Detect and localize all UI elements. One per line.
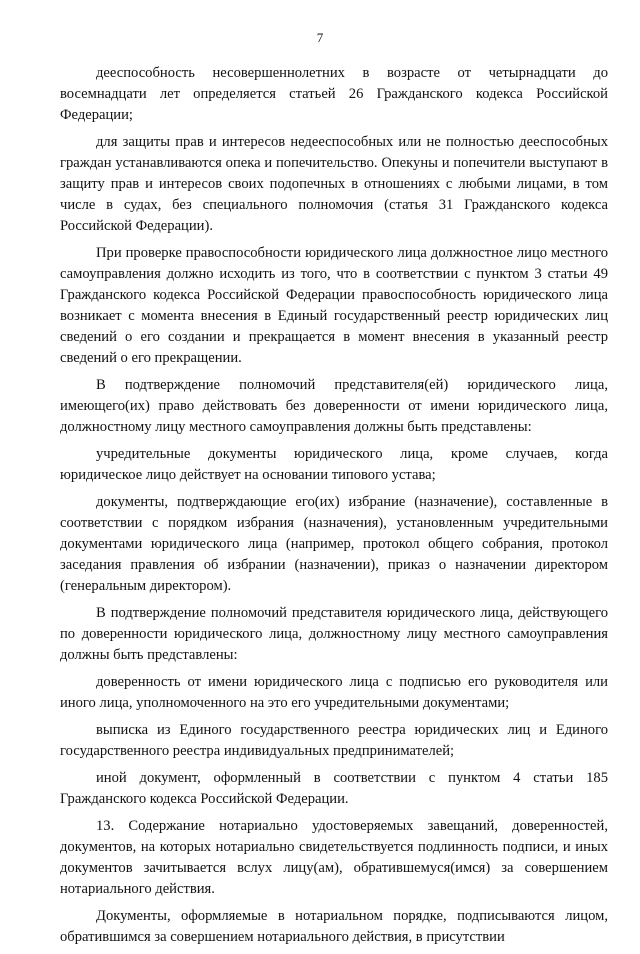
paragraph: выписка из Единого государственного реестра юридических лиц и Единого государственного реестра индивидуальных предпринимателей; bbox=[60, 722, 608, 759]
paragraph: доверенность от имени юридического лица с подписью его руководителя или иного лица, уполномоченного на это его учредительными документами; bbox=[60, 674, 608, 711]
paragraph: учредительные документы юридического лица, кроме случаев, когда юридическое лицо действует на основании типового устава; bbox=[60, 446, 608, 483]
page-number: 7 bbox=[316, 30, 324, 45]
paragraph: Документы, оформляемые в нотариальном порядке, подписываются лицом, обратившимся за совершением нотариального действия, в присутствии bbox=[60, 908, 608, 945]
paragraph: дееспособность несовершеннолетних в возрасте от четырнадцати до восемнадцати лет определяется статьей 26 Гражданского кодекса Российской Федерации; bbox=[60, 65, 608, 123]
paragraph: 13. Содержание нотариально удостоверяемых завещаний, доверенностей, документов, на которых нотариально свидетельствуется подлинность подписи, и иных документов зачитывается вслух лицу(ам), обратившемуся(имся) за совершением нотариального действия. bbox=[60, 818, 608, 897]
paragraph: для защиты прав и интересов недееспособных или не полностью дееспособных граждан устанавливаются опека и попечительство. Опекуны и попечители выступают в защиту прав и интересов своих подопечных в отношениях с любыми лицами, в том числе в судах, без специального полномочия (статья 31 Гражданского кодекса Российской Федерации). bbox=[60, 134, 608, 234]
paragraph: В подтверждение полномочий представителя юридического лица, действующего по доверенности юридического лица, должностному лицу местного самоуправления должны быть представлены: bbox=[60, 605, 608, 663]
paragraph: иной документ, оформленный в соответствии с пунктом 4 статьи 185 Гражданского кодекса Российской Федерации. bbox=[60, 770, 608, 807]
document-body bbox=[60, 63, 608, 954]
paragraph: При проверке правоспособности юридического лица должностное лицо местного самоуправления должно исходить из того, что в соответствии с пунктом 3 статьи 49 Гражданского кодекса Российской Федерации правоспособность юридического лица возникает с момента внесения в Единый государственный реестр юридических лиц сведений о его создании и прекращается в момент внесения в указанный реестр сведений о его прекращении. bbox=[60, 245, 608, 366]
paragraph: документы, подтверждающие его(их) избрание (назначение), составленные в соответствии с порядком избрания (назначения), установленным учредительными документами юридического лица (например, протокол общего собрания, протокол заседания правления об избрании (назначении), приказ о назначении директором (генеральным директором). bbox=[60, 494, 608, 594]
paragraph: В подтверждение полномочий представителя(ей) юридического лица, имеющего(их) право действовать без доверенности от имени юридического лица, должностному лицу местного самоуправления должны быть представлены: bbox=[60, 377, 608, 435]
